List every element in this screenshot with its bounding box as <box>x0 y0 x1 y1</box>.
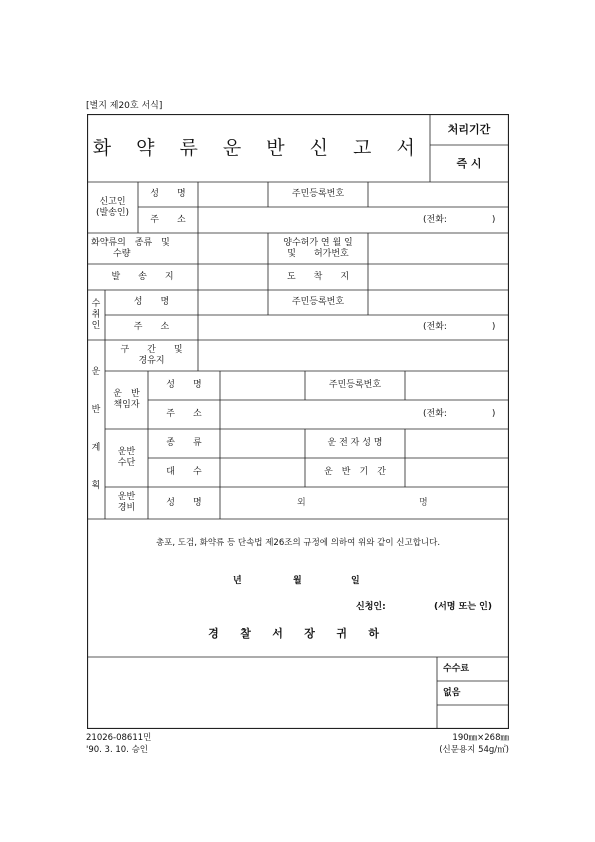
processing-period-value: 즉 시 <box>456 157 482 170</box>
receiver-label-char: 인 <box>91 320 101 331</box>
receiver-address-label: 주 소 <box>133 322 170 332</box>
transport-manager-label <box>105 371 148 429</box>
transport-plan-label <box>87 340 105 519</box>
reporter-phone-label: (전화: ) <box>423 215 496 225</box>
vehicle-kind-label: 종 류 <box>166 438 202 448</box>
receiver-label <box>87 290 105 340</box>
route-label-line1: 구 간 및 <box>120 344 183 355</box>
origin-label: 발 송 지 <box>111 271 174 282</box>
transport-period-field[interactable] <box>405 458 508 487</box>
vehicle-kind-field[interactable] <box>220 429 305 458</box>
route-field[interactable] <box>198 340 508 371</box>
applicant-signature-label: (서명 또는 인) <box>434 602 492 612</box>
manager-address-label: 주 소 <box>166 409 202 419</box>
route-label-line2: 경유지 <box>138 355 165 366</box>
transport-guard-label-line1: 운반 <box>117 492 136 502</box>
declaration-statement: 총포, 도검, 화약류 등 단속법 제26조의 규정에 의하여 위와 같이 신고합니다. <box>155 538 441 548</box>
processing-period-label: 처리기간 <box>447 123 491 136</box>
report-form <box>87 114 509 729</box>
vehicle-count-label: 대 수 <box>166 467 202 477</box>
reporter-name-field[interactable] <box>198 182 268 207</box>
explosive-type-label-line1: 화약류의 종류 및 <box>91 237 170 248</box>
receiver-label-char: 취 <box>91 309 101 320</box>
reporter-rrn-label: 주민등록번호 <box>291 189 345 199</box>
permit-label <box>268 233 368 264</box>
transport-plan-label-char: 획 <box>91 480 101 491</box>
paper-type: (신문용지 54g/㎡) <box>439 745 509 755</box>
destination-field[interactable] <box>368 264 508 290</box>
form-code: 21026-08611민 <box>86 733 152 743</box>
transport-means-label <box>105 429 148 487</box>
receiver-phone-label: (전화: ) <box>423 322 496 332</box>
transport-plan-label-char: 반 <box>91 405 101 416</box>
transport-manager-label-line2: 책임자 <box>113 400 140 410</box>
date-year-label: 년 <box>233 576 242 586</box>
applicant-label: 신청인: <box>356 602 386 612</box>
manager-name-label: 성 명 <box>166 380 202 390</box>
guard-name-label: 성 명 <box>166 497 202 508</box>
transport-guard-label-line2: 경비 <box>117 503 136 513</box>
transport-means-label-line1: 운반 <box>117 447 136 457</box>
reporter-label-line2: (발송인) <box>95 207 130 218</box>
permit-field[interactable] <box>368 233 508 264</box>
destination-label: 도 착 지 <box>286 271 350 282</box>
reporter-label-line1: 신고인 <box>99 196 126 207</box>
driver-name-label: 운 전 자 성 명 <box>327 438 383 448</box>
addressee: 경 찰 서 장 귀 하 <box>208 627 388 640</box>
form-title: 화 약 류 운 반 신 고 서 <box>92 136 425 159</box>
reporter-rrn-field[interactable] <box>368 182 508 207</box>
paper-size: 190㎜×268㎜ <box>452 733 509 743</box>
route-label <box>105 340 198 371</box>
manager-name-field[interactable] <box>220 371 305 400</box>
manager-rrn-field[interactable] <box>405 371 508 400</box>
vehicle-count-field[interactable] <box>220 458 305 487</box>
explosive-type-label-line2: 수량 <box>113 248 131 259</box>
receiver-name-label: 성 명 <box>133 297 170 307</box>
fee-label: 수수료 <box>443 664 470 674</box>
receiver-rrn-label: 주민등록번호 <box>291 297 345 307</box>
form-number-label: [별지 제20호 서식] <box>86 101 163 111</box>
manager-rrn-label: 주민등록번호 <box>328 380 382 390</box>
reporter-label <box>87 182 138 233</box>
reporter-name-label: 성 명 <box>150 189 186 199</box>
manager-phone-label: (전화: ) <box>423 409 496 419</box>
approval-date: '90. 3. 10. 승인 <box>86 745 149 755</box>
receiver-label-char: 수 <box>91 298 101 309</box>
receiver-name-field[interactable] <box>198 290 268 315</box>
date-day-label: 일 <box>351 576 360 586</box>
permit-label-line1: 양수허가 연 월 일 <box>283 237 353 248</box>
receiver-rrn-field[interactable] <box>368 290 508 315</box>
explosive-type-label <box>87 233 198 264</box>
transport-period-label: 운 반 기 간 <box>324 467 386 477</box>
guard-name-field[interactable] <box>220 487 508 519</box>
applicant-signature-field[interactable] <box>397 598 431 616</box>
guard-others-label: 외 <box>297 498 306 508</box>
transport-guard-label <box>105 487 148 519</box>
driver-name-field[interactable] <box>405 429 508 458</box>
transport-plan-label-char: 운 <box>91 367 101 378</box>
fee-value: 없음 <box>443 688 461 698</box>
transport-plan-label-char: 계 <box>91 442 101 453</box>
guard-count-unit: 명 <box>419 498 428 508</box>
date-month-label: 월 <box>293 576 302 586</box>
explosive-type-field[interactable] <box>198 233 268 290</box>
permit-label-line2: 및 허가번호 <box>287 248 349 259</box>
transport-means-label-line2: 수단 <box>117 458 136 468</box>
reporter-address-label: 주 소 <box>150 214 186 225</box>
transport-manager-label-line1: 운 반 <box>113 389 140 399</box>
